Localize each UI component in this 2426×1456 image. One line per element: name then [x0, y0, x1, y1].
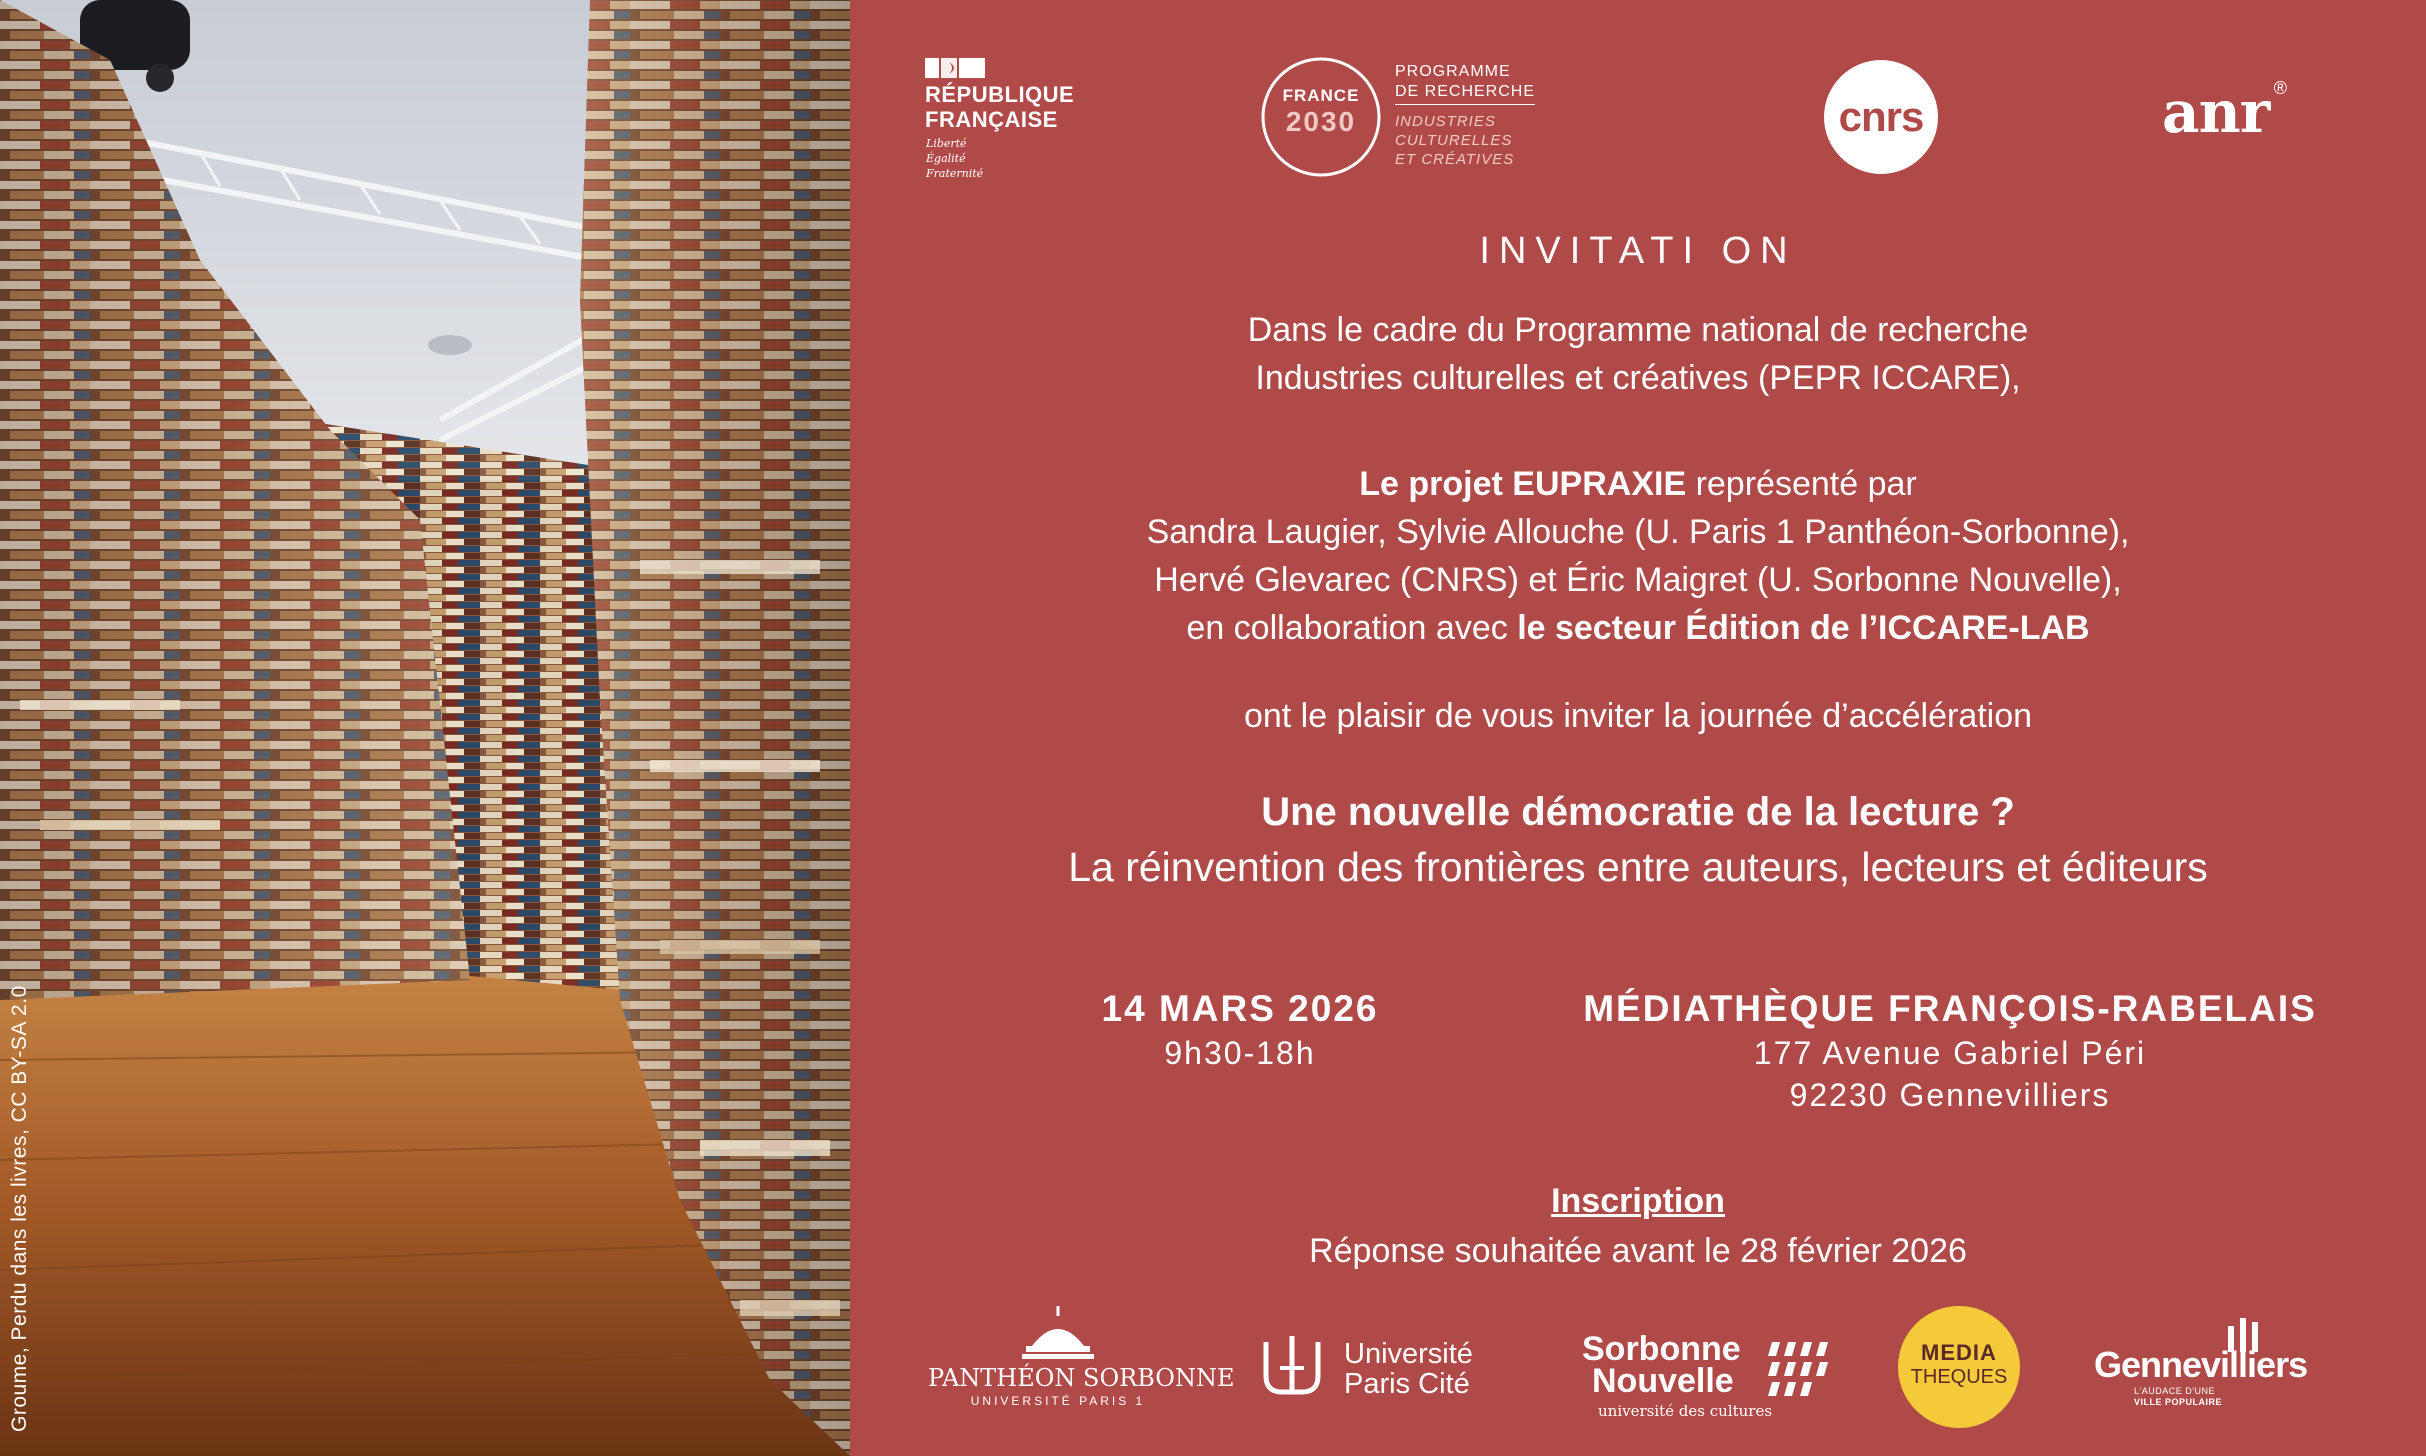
project-block — [850, 460, 2426, 652]
gennevilliers-sub2: VILLE POPULAIRE — [2134, 1397, 2223, 1407]
programme-recherche-text — [1395, 62, 1535, 105]
anr-logo — [2162, 78, 2287, 146]
programme-line2: DE RECHERCHE — [1395, 82, 1535, 105]
collab-prefix: en collaboration avec — [1186, 609, 1518, 647]
gennevilliers-name: Gennevilliers — [2094, 1344, 2308, 1385]
photo-credit-text: Groume, Perdu dans les livres, CC BY-SA 2.0 — [8, 985, 31, 1432]
mediatheques-line2: THEQUES — [1910, 1366, 2008, 1388]
event-subtitle: La réinvention des frontières entre auteurs, lecteurs et éditeurs — [1068, 844, 2208, 890]
programme-line1: PROGRAMME — [1395, 63, 1511, 80]
people-line1: Sandra Laugier, Sylvie Allouche (U. Paris 1 Panthéon-Sorbonne), — [1146, 513, 2130, 551]
sn-sub: université des cultures — [1598, 1402, 1773, 1420]
invitation-heading: INVITATI ON — [1479, 230, 1797, 272]
rf-line2: FRANÇAISE — [925, 107, 1058, 132]
photo-credit — [8, 572, 40, 1432]
mediatheques-line1: MEDIA — [1921, 1340, 1997, 1365]
event-title: Une nouvelle démocratie de la lecture ? — [1261, 790, 2015, 834]
upc-line1: Université — [1344, 1338, 1473, 1370]
registration-link[interactable]: Inscription — [1551, 1182, 1725, 1220]
ic-line1: INDUSTRIES — [1395, 113, 1496, 130]
republique-motto — [926, 136, 983, 181]
book-maze-photo — [0, 0, 850, 1456]
cnrs-logo — [1824, 60, 1938, 174]
gennevilliers-sub1: L'AUDACE D'UNE — [2134, 1386, 2215, 1396]
upc-line2: Paris Cité — [1344, 1368, 1470, 1400]
collab-line — [850, 604, 2426, 652]
sn-line2: Nouvelle — [1592, 1362, 1734, 1400]
industries-culturelles-text — [1395, 112, 1514, 169]
book-maze-illustration — [0, 0, 850, 1456]
venue-address2: 92230 Gennevilliers — [1789, 1077, 2111, 1113]
france-2030-logo — [1258, 54, 1384, 180]
project-rest: représenté par — [1686, 465, 1917, 503]
venue-block — [1500, 986, 2400, 1116]
collab-partner: le secteur Édition de l’ICCARE-LAB — [1517, 609, 2090, 647]
reply-deadline: Réponse souhaitée avant le 28 février 2026 — [1309, 1232, 1967, 1270]
marianne-icon — [925, 58, 987, 78]
ic-line2: CULTURELLES — [1395, 132, 1513, 149]
anr-logo-text: anr — [2162, 78, 2270, 146]
intro-block — [850, 306, 2426, 402]
intro-line1: Dans le cadre du Programme national de recherche — [1247, 311, 2029, 349]
gennevilliers-logo — [2094, 1318, 2324, 1408]
pantheon-dome-icon — [1018, 1306, 1098, 1362]
sn-stripes-icon — [1768, 1342, 1828, 1398]
pleasure-line: ont le plaisir de vous inviter la journée d’accélération — [1243, 697, 2033, 735]
cnrs-logo-text: cnrs — [1838, 93, 1924, 140]
france-2030-year: 2030 — [1285, 106, 1357, 137]
rf-motto1: Liberté — [926, 137, 967, 150]
rf-line1: RÉPUBLIQUE — [925, 82, 1075, 107]
event-date: 14 MARS 2026 — [1101, 988, 1379, 1029]
venue-name: MÉDIATHÈQUE FRANÇOIS-RABELAIS — [1583, 988, 2317, 1029]
project-line — [850, 460, 2426, 508]
venue-address1: 177 Avenue Gabriel Péri — [1753, 1035, 2147, 1071]
pantheon-sub: UNIVERSITÉ PARIS 1 — [970, 1394, 1146, 1408]
universite-paris-cite-logo — [1260, 1332, 1490, 1402]
event-hours: 9h30-18h — [1164, 1035, 1316, 1071]
project-name: Le projet EUPRAXIE — [1359, 465, 1687, 503]
pantheon-sorbonne-logo — [928, 1306, 1235, 1408]
france-2030-badge: FRANCE — [1282, 86, 1360, 105]
rf-motto2: Égalité — [926, 152, 966, 165]
pantheon-name: PANTHÉON SORBONNE — [928, 1364, 1235, 1392]
upc-emblem-icon — [1260, 1332, 1324, 1396]
anr-registered-mark: ® — [2273, 78, 2288, 98]
intro-line2: Industries culturelles et créatives (PEPR ICCARE), — [1255, 359, 2021, 397]
sn-line1: Sorbonne — [1582, 1330, 1741, 1368]
republique-francaise-text — [925, 82, 1074, 132]
mediatheques-logo — [1898, 1306, 2020, 1428]
ic-line3: ET CRÉATIVES — [1395, 151, 1515, 168]
rf-motto3: Fraternité — [926, 167, 984, 180]
sorbonne-nouvelle-logo — [1578, 1332, 1828, 1422]
people-line2: Hervé Glevarec (CNRS) et Éric Maigret (U. Sorbonne Nouvelle), — [1154, 561, 2122, 599]
